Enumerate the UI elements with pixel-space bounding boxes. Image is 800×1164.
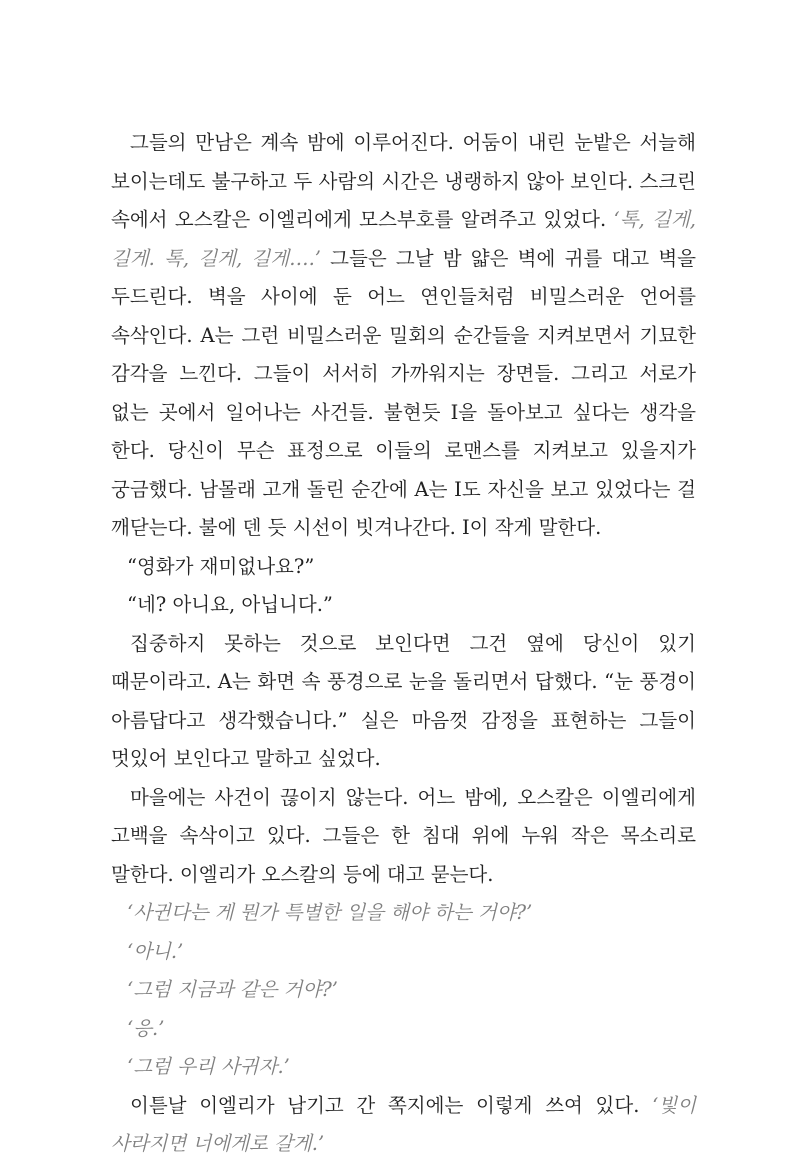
film-dialogue-3: ‘그럼 지금과 같은 거야?’: [127, 978, 338, 1001]
morse-quote: ‘톡, 길게, 길게. 톡, 길게, 길게….’: [111, 208, 696, 270]
dialogue-line-2: “네? 아니요, 아닙니다.”: [127, 593, 333, 616]
film-dialogue-1: ‘사귄다는 게 뭔가 특별한 일을 해야 하는 거야?’: [127, 901, 533, 924]
paragraph-1-text: 그들의 만남은 계속 밤에 이루어진다. 어둠이 내린 눈밭은 서늘해 보이는데도 불구하고 두 사람의 시간은 냉랭하지 않아 보인다. 스크린 속에서 오스칼은 이엘리에게 모스부호를 알려주고 있었다.: [111, 131, 696, 231]
film-dialogue-4: ‘응.’: [127, 1016, 165, 1040]
paragraph-4: [111, 1087, 696, 1164]
film-dialogue-2: ‘아니.’: [127, 939, 184, 963]
paragraph-2: 집중하지 못하는 것으로 보인다면 그건 옆에 당신이 있기 때문이라고. A는 화면 속 풍경으로 눈을 돌리면서 답했다. “눈 풍경이 아름답다고 생각했습니다.” 실은 마음껏 감정을 표현하는 그들이 멋있어 보인다고 말하고 싶었다.: [111, 631, 696, 770]
body-text: [111, 124, 696, 1164]
film-dialogue-5: ‘그럼 우리 사귀자.’: [127, 1055, 290, 1078]
dialogue-line-1: “영화가 재미없나요?”: [127, 554, 315, 578]
paragraph-3: 마을에는 사건이 끊이지 않는다. 어느 밤에, 오스칼은 이엘리에게 고백을 속삭이고 있다. 그들은 한 침대 위에 누워 작은 목소리로 말한다. 이엘리가 오스칼의 등에 대고 묻는다.: [111, 785, 696, 886]
paragraph-4-text: 이튿날 이엘리가 남기고 간 쪽지에는 이렇게 쓰여 있다.: [130, 1093, 653, 1117]
paragraph-1: [111, 124, 696, 548]
note-quote: ‘빛이 사라지면 너에게로 갈게.’: [111, 1093, 696, 1155]
paragraph-1-continued: 그들은 그날 밤 얇은 벽에 귀를 대고 벽을 두드린다. 벽을 사이에 둔 어느 연인들처럼 비밀스러운 언어를 속삭인다. A는 그런 비밀스러운 밀회의 순간들을 지켜보면서 기묘한 감각을 느낀다. 그들이 서서히 가까워지는 장면들. 그리고 서로가 없는 곳에서 일어나는 사건들. 불현듯 I을 돌아보고 싶다는 생각을 한다. 당신이 무슨 표정으로 이들의 로맨스를 지켜보고 있을지가 궁금했다. 남몰래 고개 돌린 순간에 A는 I도 자신을 보고 있었다는 걸 깨닫는다. 불에 덴 듯 시선이 빗겨나간다. I이 작게 말한다.: [111, 246, 696, 539]
